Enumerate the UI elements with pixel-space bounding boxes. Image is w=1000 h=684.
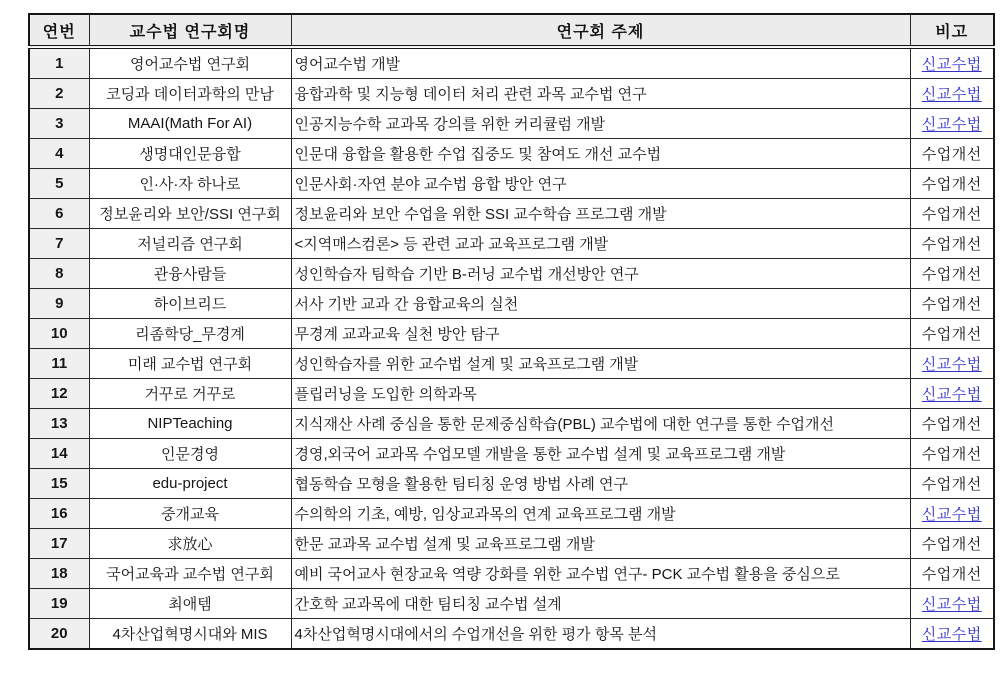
- row-number: 1: [29, 47, 89, 79]
- topic: 지식재산 사례 중심을 통한 문제중심학습(PBL) 교수법에 대한 연구를 통한 수업개선: [291, 409, 910, 439]
- table-row: [29, 139, 994, 169]
- table-header: [29, 14, 994, 47]
- header-topic: 연구회 주제: [291, 14, 910, 47]
- row-number: 14: [29, 439, 89, 469]
- group-name: 인·사·자 하나로: [89, 169, 291, 199]
- topic: 인문사회·자연 분야 교수법 융합 방안 연구: [291, 169, 910, 199]
- group-name: 관융사람들: [89, 259, 291, 289]
- remark: 수업개선: [910, 469, 994, 499]
- remark: 수업개선: [910, 319, 994, 349]
- topic: 간호학 교과목에 대한 팀티칭 교수법 설계: [291, 589, 910, 619]
- row-number: 10: [29, 319, 89, 349]
- remark: 수업개선: [910, 229, 994, 259]
- table-row: [29, 589, 994, 619]
- remark: 수업개선: [910, 529, 994, 559]
- remark: 수업개선: [910, 259, 994, 289]
- row-number: 17: [29, 529, 89, 559]
- table-row: [29, 439, 994, 469]
- topic: 성인학습자를 위한 교수법 설계 및 교육프로그램 개발: [291, 349, 910, 379]
- group-name: 리좀학당_무경계: [89, 319, 291, 349]
- group-name: 코딩과 데이터과학의 만남: [89, 79, 291, 109]
- research-table-wrap: [28, 13, 995, 650]
- group-name: 저널리즘 연구회: [89, 229, 291, 259]
- remark: 수업개선: [910, 289, 994, 319]
- topic: 무경계 교과교육 실천 방안 탐구: [291, 319, 910, 349]
- topic: 경영,외국어 교과목 수업모델 개발을 통한 교수법 설계 및 교육프로그램 개발: [291, 439, 910, 469]
- group-name: 4차산업혁명시대와 MIS: [89, 619, 291, 650]
- row-number: 16: [29, 499, 89, 529]
- row-number: 12: [29, 379, 89, 409]
- header-row: [29, 14, 994, 47]
- topic: 성인학습자 팀학습 기반 B-러닝 교수법 개선방안 연구: [291, 259, 910, 289]
- topic: 서사 기반 교과 간 융합교육의 실천: [291, 289, 910, 319]
- row-number: 15: [29, 469, 89, 499]
- row-number: 13: [29, 409, 89, 439]
- table-row: [29, 559, 994, 589]
- topic: 4차산업혁명시대에서의 수업개선을 위한 평가 항목 분석: [291, 619, 910, 650]
- table-row: [29, 259, 994, 289]
- table-row: [29, 499, 994, 529]
- remark: 수업개선: [910, 139, 994, 169]
- remark: 수업개선: [910, 169, 994, 199]
- table-row: [29, 109, 994, 139]
- group-name: 생명대인문융합: [89, 139, 291, 169]
- row-number: 20: [29, 619, 89, 650]
- table-row: [29, 169, 994, 199]
- remark: 신교수법: [910, 349, 994, 379]
- topic: 영어교수법 개발: [291, 47, 910, 79]
- row-number: 2: [29, 79, 89, 109]
- remark: 신교수법: [910, 109, 994, 139]
- group-name: 국어교육과 교수법 연구회: [89, 559, 291, 589]
- group-name: 하이브리드: [89, 289, 291, 319]
- research-group-table: [28, 13, 995, 650]
- remark: 신교수법: [910, 79, 994, 109]
- topic: 인문대 융합을 활용한 수업 집중도 및 참여도 개선 교수법: [291, 139, 910, 169]
- group-name: 정보윤리와 보안/SSI 연구회: [89, 199, 291, 229]
- row-number: 8: [29, 259, 89, 289]
- row-number: 5: [29, 169, 89, 199]
- table-row: [29, 469, 994, 499]
- table-row: [29, 47, 994, 79]
- header-remark: 비고: [910, 14, 994, 47]
- group-name: 求放心: [89, 529, 291, 559]
- topic: 한문 교과목 교수법 설계 및 교육프로그램 개발: [291, 529, 910, 559]
- row-number: 9: [29, 289, 89, 319]
- group-name: edu-project: [89, 469, 291, 499]
- table-row: [29, 619, 994, 650]
- topic: 협동학습 모형을 활용한 팀티칭 운영 방법 사례 연구: [291, 469, 910, 499]
- group-name: 인문경영: [89, 439, 291, 469]
- topic: 플립러닝을 도입한 의학과목: [291, 379, 910, 409]
- topic: 수의학의 기초, 예방, 임상교과목의 연계 교육프로그램 개발: [291, 499, 910, 529]
- header-no: 연번: [29, 14, 89, 47]
- topic: <지역매스컴론> 등 관련 교과 교육프로그램 개발: [291, 229, 910, 259]
- remark: 신교수법: [910, 589, 994, 619]
- remark: 수업개선: [910, 559, 994, 589]
- header-name: 교수법 연구회명: [89, 14, 291, 47]
- group-name: 거꾸로 거꾸로: [89, 379, 291, 409]
- remark: 신교수법: [910, 379, 994, 409]
- row-number: 3: [29, 109, 89, 139]
- remark: 신교수법: [910, 619, 994, 650]
- table-row: [29, 529, 994, 559]
- remark: 수업개선: [910, 409, 994, 439]
- row-number: 18: [29, 559, 89, 589]
- group-name: 중개교육: [89, 499, 291, 529]
- group-name: 영어교수법 연구회: [89, 47, 291, 79]
- table-row: [29, 409, 994, 439]
- table-row: [29, 79, 994, 109]
- table-row: [29, 229, 994, 259]
- table-row: [29, 199, 994, 229]
- remark: 수업개선: [910, 439, 994, 469]
- table-row: [29, 349, 994, 379]
- group-name: NIPTeaching: [89, 409, 291, 439]
- topic: 인공지능수학 교과목 강의를 위한 커리큘럼 개발: [291, 109, 910, 139]
- research-table-body: [29, 47, 994, 649]
- table-row: [29, 319, 994, 349]
- group-name: MAAI(Math For AI): [89, 109, 291, 139]
- group-name: 미래 교수법 연구회: [89, 349, 291, 379]
- row-number: 4: [29, 139, 89, 169]
- remark: 수업개선: [910, 199, 994, 229]
- row-number: 11: [29, 349, 89, 379]
- topic: 정보윤리와 보안 수업을 위한 SSI 교수학습 프로그램 개발: [291, 199, 910, 229]
- remark: 신교수법: [910, 499, 994, 529]
- topic: 융합과학 및 지능형 데이터 처리 관련 과목 교수법 연구: [291, 79, 910, 109]
- row-number: 7: [29, 229, 89, 259]
- remark: 신교수법: [910, 47, 994, 79]
- table-row: [29, 289, 994, 319]
- row-number: 19: [29, 589, 89, 619]
- topic: 예비 국어교사 현장교육 역량 강화를 위한 교수법 연구- PCK 교수법 활용을 중심으로: [291, 559, 910, 589]
- table-row: [29, 379, 994, 409]
- group-name: 최애템: [89, 589, 291, 619]
- row-number: 6: [29, 199, 89, 229]
